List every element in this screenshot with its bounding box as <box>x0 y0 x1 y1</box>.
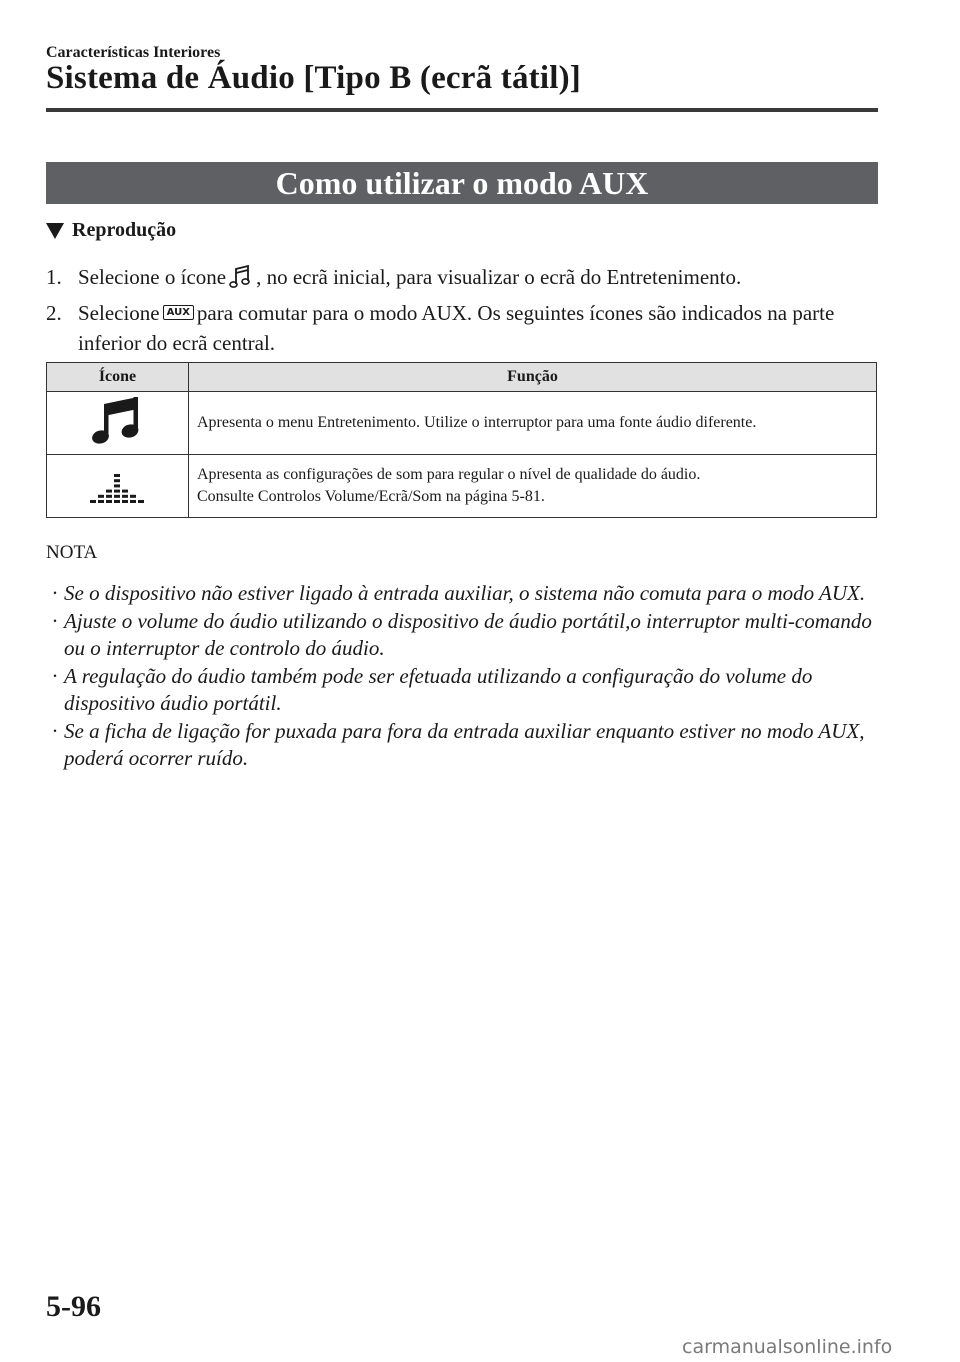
note-text: A regulação do áudio também pode ser efetuada utilizando a configuração do volume do dispositivo áudio portátil. <box>64 664 813 715</box>
subheading-text: Reprodução <box>72 219 177 241</box>
bullet: · <box>51 719 59 743</box>
bullet: · <box>51 609 59 633</box>
table-header-function: Função <box>189 363 877 392</box>
steps-list <box>46 262 876 358</box>
watermark: carmanualsonline.info <box>682 1336 893 1358</box>
table-row <box>47 455 877 518</box>
step-text-after: para comutar para o modo AUX. Os seguintes ícones são indicados na parte inferior do ecrã central. <box>78 301 835 355</box>
table-icon-cell <box>47 392 189 455</box>
subheading <box>46 219 176 242</box>
step-text <box>78 262 876 298</box>
notes-list <box>46 580 876 773</box>
function-text: Consulte Controlos Volume/Ecrã/Som na página 5-81. <box>197 488 545 505</box>
step-number: 2. <box>46 301 62 325</box>
section-title: Sistema de Áudio [Tipo B (ecrã tátil)] <box>46 60 581 96</box>
equalizer-icon <box>90 493 146 510</box>
function-text: Apresenta o menu Entretenimento. Utilize o interruptor para uma fonte áudio diferente. <box>197 414 757 431</box>
nota-label: NOTA <box>46 542 98 563</box>
step-text <box>78 298 876 358</box>
page-number: 5-96 <box>46 1290 101 1323</box>
music-note-icon <box>229 264 253 298</box>
step-number: 1. <box>46 265 62 289</box>
note-text: Se a ficha de ligação for puxada para fora da entrada auxiliar enquanto estiver no modo AUX, poderá ocorrer ruído. <box>64 719 865 770</box>
note-item <box>46 608 876 662</box>
table-header-icon: Ícone <box>47 363 189 392</box>
table-header-row <box>47 363 877 392</box>
note-text: Se o dispositivo não estiver ligado à entrada auxiliar, o sistema não comuta para o modo AUX. <box>64 581 866 605</box>
step-text-before: Selecione o ícone <box>78 265 227 289</box>
step-item <box>46 262 876 298</box>
table-row <box>47 392 877 455</box>
note-item <box>46 580 876 607</box>
table-desc-cell <box>189 455 877 518</box>
chapter-label: Características Interiores <box>46 44 221 61</box>
note-item <box>46 663 876 717</box>
step-item <box>46 298 876 358</box>
music-note-icon <box>91 434 145 451</box>
note-text: Ajuste o volume do áudio utilizando o dispositivo de áudio portátil,o interruptor multi-comando ou o interruptor de controlo do áudio. <box>64 609 872 660</box>
icon-function-table <box>46 362 877 518</box>
topic-banner: Como utilizar o modo AUX <box>46 162 878 204</box>
triangle-down-icon <box>46 223 64 239</box>
aux-badge-icon: AUX <box>163 305 194 320</box>
bullet: · <box>51 581 59 605</box>
table-desc-cell <box>189 392 877 455</box>
table-icon-cell <box>47 455 189 518</box>
bullet: · <box>51 664 59 688</box>
header-rule <box>46 108 878 112</box>
function-text: Apresenta as configurações de som para regular o nível de qualidade do áudio. <box>197 466 701 483</box>
step-text-before: Selecione <box>78 301 160 325</box>
step-text-after: , no ecrã inicial, para visualizar o ecrã do Entretenimento. <box>256 265 742 289</box>
note-item <box>46 718 876 772</box>
